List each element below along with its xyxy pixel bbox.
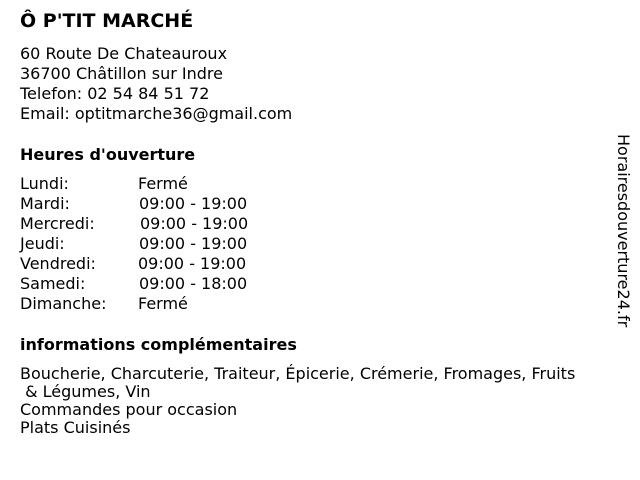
hours-heading: Heures d'ouverture	[20, 145, 196, 164]
additional-info	[20, 365, 632, 437]
day-label: Jeudi:	[20, 234, 65, 253]
info-line-products: Boucherie, Charcuterie, Traiteur, Épicerie, Crémerie, Fromages, Fruits & Légumes, Vin	[20, 364, 576, 401]
hours-value: 09:00 - 19:00	[139, 234, 248, 253]
info-line-dishes: Plats Cuisinés	[20, 418, 131, 437]
city-address: 36700 Châtillon sur Indre	[20, 64, 223, 83]
hours-value: 09:00 - 19:00	[140, 214, 249, 233]
phone-number: Telefon: 02 54 84 51 72	[20, 84, 210, 103]
day-label: Vendredi:	[20, 254, 96, 273]
hours-value: Fermé	[138, 174, 188, 193]
day-label: Dimanche:	[20, 294, 107, 313]
contact-block	[20, 44, 292, 124]
day-label: Mardi:	[20, 194, 70, 213]
hours-value: 09:00 - 19:00	[138, 254, 247, 273]
hours-value: 09:00 - 19:00	[139, 194, 248, 213]
day-label: Lundi:	[20, 174, 69, 193]
day-label: Samedi:	[20, 274, 86, 293]
day-label: Mercredi:	[20, 214, 95, 233]
info-line-orders: Commandes pour occasion	[20, 400, 238, 419]
email-address: Email: optitmarche36@gmail.com	[20, 104, 293, 123]
hours-value: 09:00 - 18:00	[139, 274, 248, 293]
hours-value: Fermé	[138, 294, 188, 313]
street-address: 60 Route De Chateauroux	[20, 44, 228, 63]
site-watermark: Horairesdouverture24.fr	[614, 134, 633, 328]
business-name: Ô P'TIT MARCHÉ	[20, 10, 194, 32]
info-heading: informations complémentaires	[20, 335, 297, 354]
